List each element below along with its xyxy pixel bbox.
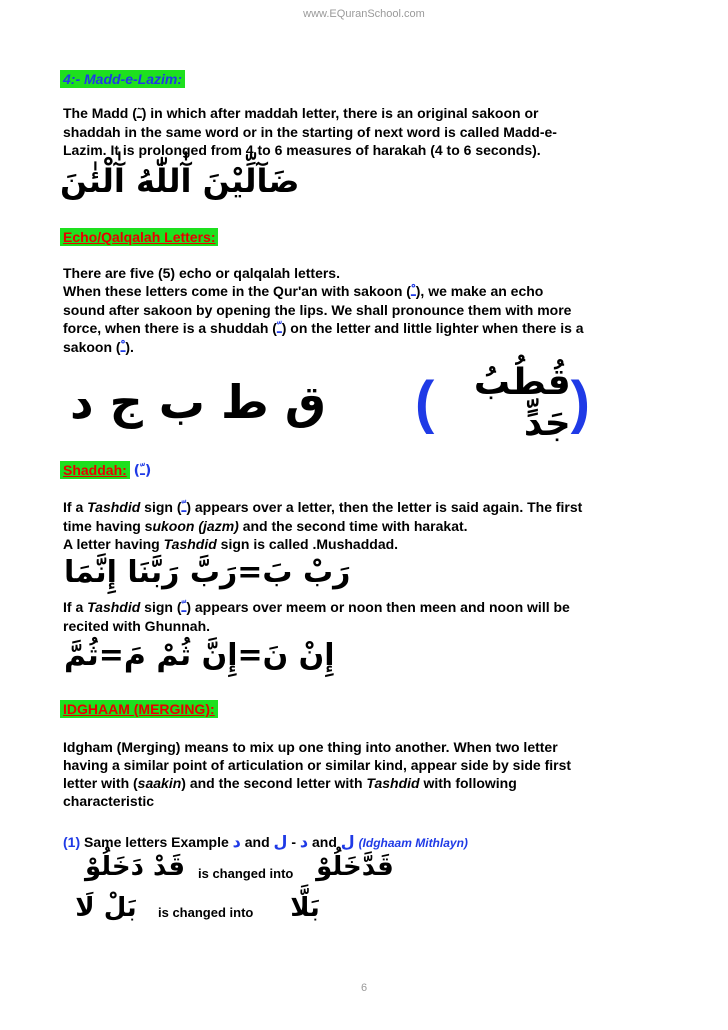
example-text: and [308,834,341,850]
shaddah-text: If a [63,499,88,515]
shaddah-symbol: ـّ [181,500,187,516]
header-url: www.EQuranSchool.com [303,8,425,20]
shaddah-line-4 [63,598,683,617]
lam-letter: ل [340,832,355,851]
idghaam-line-3 [63,774,683,792]
shaddah-text: sign is called .Mushaddad. [216,536,399,552]
qalqalah-text: ), we make an echo [415,283,544,299]
saakin-word: saakin [137,775,182,791]
idghaam-heading: IDGHAAM (MERGING): [60,700,218,718]
qalqalah-phrase-box [415,362,590,444]
madd-line-3: Lazim. It is prolonged from 4 to 6 measures of harakah (4 to 6 seconds). [63,142,541,158]
shaddah-heading-symbol: (ـّ) [133,463,152,479]
idghaam-text: ) and the second letter with [181,775,367,791]
shaddah-paragraph-1 [63,498,683,553]
idghaam-text: with following [419,775,517,791]
row1-right-arabic: قَدَّخَلُوْ [316,852,394,882]
close-paren: ) [570,370,590,435]
tashdid-word: Tashdid [163,536,217,552]
qalqalah-text: sakoon ( [63,339,121,355]
shaddah-line-1 [63,498,683,517]
idghaam-paragraph [63,738,683,810]
open-paren: ( [415,370,435,435]
shaddah-line-5: recited with Ghunnah. [63,618,211,634]
sakoon-symbol: ـْ [410,284,416,300]
qalqalah-line-5 [63,338,683,357]
madd-paragraph [63,104,683,159]
qalqalah-text: When these letters come in the Qur'an with sakoon ( [63,283,411,299]
idghaam-example-1 [63,832,468,851]
row2-left-arabic: بَلْ لَا [75,893,137,923]
tashdid-word: Tashdid [87,499,141,515]
qalqalah-heading: Echo/Qalqalah Letters: [60,228,218,246]
madd-line-1 [63,104,683,123]
madd-symbol: ـٓ [136,106,142,122]
shaddah-text: time having s [63,518,153,534]
sukoon-word: ukoon (jazm) [152,518,239,534]
shaddah-text: and the second time with harakat. [238,518,468,534]
idghaam-note: (Idghaam Mithlayn) [358,836,468,850]
page-number: 6 [360,982,368,994]
qalqalah-text: ) on the letter and little lighter when there is a [281,320,584,336]
qalqalah-paragraph [63,264,683,357]
idghaam-line-4: characteristic [63,793,155,809]
shaddah-symbol: ـّ [181,600,187,616]
madd-text: ) in which after maddah letter, there is an original sakoon or [141,105,539,121]
shaddah-line-2 [63,517,683,535]
shaddah-arabic-1: رَبْ بَ=رَبَّ رَبَّنَا إِنَّمَا [64,555,351,590]
dal-letter: د [299,832,309,851]
example-text: Same letters Example [80,834,233,850]
qalqalah-line-2 [63,282,683,301]
madd-line-2: shaddah in the same word or in the starting of next word is called Madd-e- [63,124,557,140]
dal-letter: د [232,832,241,851]
tashdid-word: Tashdid [366,775,420,791]
qalqalah-line-1: There are five (5) echo or qalqalah letters. [63,265,340,281]
shaddah-text: A letter having [63,536,164,552]
shaddah-heading-row [60,462,151,479]
madd-arabic-examples: ضَآلِّيْنَ آٰللّٰهُ آٰلْئٰنَ [60,162,300,200]
shaddah-paragraph-2 [63,598,683,635]
qalqalah-line-3: sound after sakoon by opening the lips. We shall pronounce them with more [63,302,572,318]
shaddah-line-3 [63,535,683,553]
shaddah-text: sign ( [140,599,182,615]
qalqalah-text: force, when there is a shuddah ( [63,320,277,336]
lam-letter: ل [273,832,288,851]
changed-into-2: is changed into [158,905,254,920]
shaddah-arabic-2: إِنْ نَ=إِنَّ ثُمْ مَ=ثُمَّ [64,638,335,673]
changed-into-1: is changed into [198,866,294,881]
row1-left-arabic: قَدْ دَخَلُوْ [84,852,186,882]
madd-text: The Madd ( [63,105,137,121]
example-text: and [240,834,274,850]
idghaam-text: letter with ( [63,775,138,791]
shaddah-text: ) appears over meem or noon then meen and noon will be [186,599,570,615]
qalqalah-text: ). [125,339,134,355]
madd-heading: 4:- Madd-e-Lazim: [60,70,185,88]
example-text: - [287,834,300,850]
shaddah-heading: Shaddah: [60,461,130,479]
idghaam-line-1: Idgham (Merging) means to mix up one thing into another. When two letter [63,739,558,755]
tashdid-word: Tashdid [87,599,141,615]
idghaam-line-2: having a similar point of articulation or similar kind, appear side by side first [63,757,572,773]
example-number: (1) [63,834,81,850]
shaddah-text: ) appears over a letter, then the letter is said again. The first [186,499,583,515]
qalqalah-phrase: قُطُبُ جَدٍّ [473,362,571,444]
shaddah-text: sign ( [140,499,182,515]
qalqalah-line-4 [63,319,683,338]
shaddah-symbol: ـّ [276,321,282,337]
sakoon-symbol: ـْ [120,340,126,356]
qalqalah-letters: ق ط ب ج د [70,375,326,429]
shaddah-text: If a [63,599,88,615]
row2-right-arabic: بَلَّا [290,893,320,923]
